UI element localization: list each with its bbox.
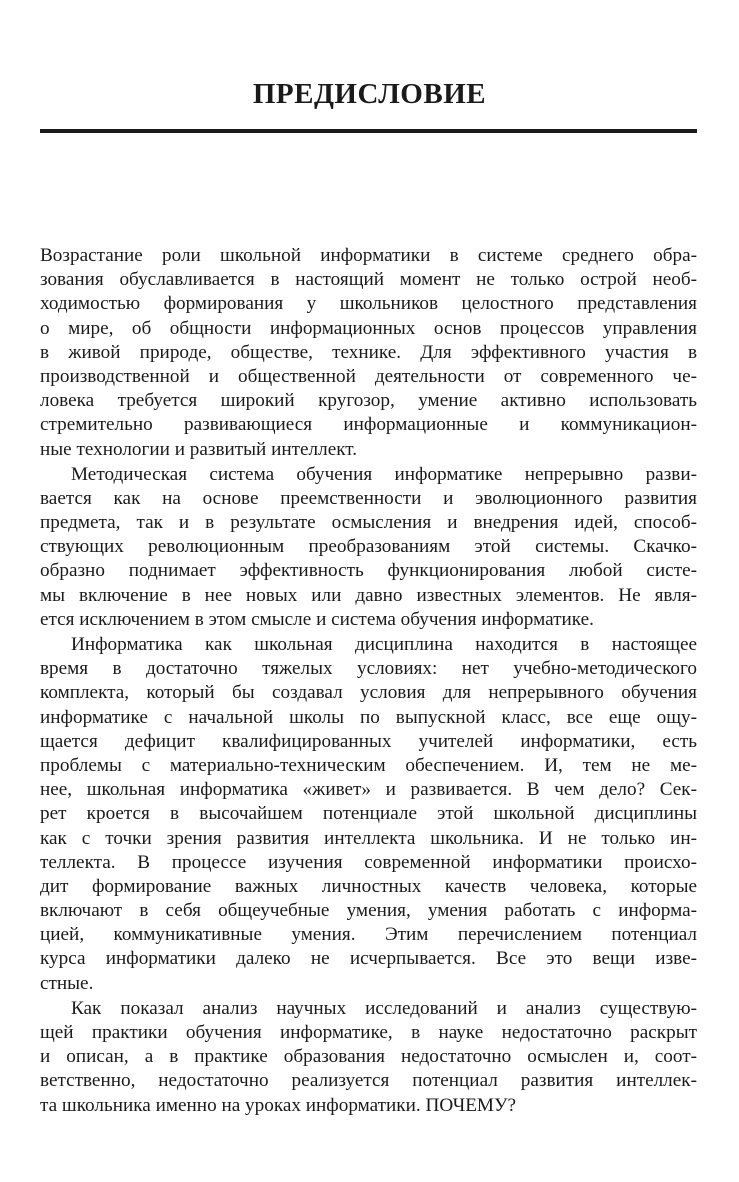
chapter-heading: ПРЕДИСЛОВИЕ <box>252 78 487 110</box>
text-line: щается дефицит квалифицированных учителей информатики, есть <box>40 730 697 752</box>
text-line: щей практики обучения информатике, в науке недостаточно раскрыт <box>40 1022 697 1043</box>
text-line: та школьника именно на уроках информатики. ПОЧЕМУ? <box>40 1094 517 1116</box>
text-line: ется исключением в этом смысле и система обучения информатике. <box>40 608 594 630</box>
text-line: в живой природе, обществе, технике. Для эффективного участия в <box>40 341 697 363</box>
text-line: производственной и общественной деятельности от современного че- <box>40 365 697 387</box>
text-line: о мире, об общности информационных основ процессов управления <box>40 317 697 339</box>
text-line: информатике с начальной школы по выпускной класс, все еще ощу- <box>40 706 697 728</box>
text-line: Возрастание роли школьной информатики в системе среднего обра- <box>40 245 697 266</box>
text-line: ловека требуется широкий кругозор, умение активно использовать <box>40 390 697 412</box>
text-line: ные технологии и развитый интеллект. <box>40 438 358 460</box>
text-line: и описан, а в практике образования недостаточно осмыслен и, соот- <box>40 1046 697 1068</box>
text-line: Как показал анализ научных исследований и анализ существую- <box>71 997 697 1019</box>
paragraph-2 <box>40 463 697 632</box>
text-line: Информатика как школьная дисциплина находится в настоящее <box>71 634 697 655</box>
text-line: ветственно, недостаточно реализуется потенциал развития интеллек- <box>40 1070 697 1092</box>
text-line: ствующих революционным преобразованиям этой системы. Скачко- <box>40 536 697 558</box>
text-line: комплекта, который бы создавал условия для непрерывного обучения <box>40 682 697 704</box>
text-line: цией, коммуникативные умения. Этим перечислением потенциал <box>40 924 697 946</box>
text-line: вается как на основе преемственности и эволюционного развития <box>40 487 697 509</box>
text-line: теллекта. В процессе изучения современной информатики происхо- <box>40 851 697 873</box>
text-line: мы включение в нее новых или давно известных элементов. Не явля- <box>40 584 697 606</box>
text-line: включают в себя общеучебные умения, умения работать с информа- <box>40 900 697 922</box>
text-line: зования обуславливается в настоящий момент не только острой необ- <box>40 269 697 291</box>
text-line: как с точки зрения развития интеллекта школьника. И не только ин- <box>40 827 697 849</box>
text-line: дит формирование важных личностных качеств человека, которые <box>40 875 697 897</box>
text-line: ходимостью формирования у школьников целостного представления <box>40 293 697 315</box>
text-line: стные. <box>40 972 94 994</box>
paragraph-3 <box>40 633 697 996</box>
body-text <box>40 244 697 1119</box>
text-line: нее, школьная информатика «живет» и развивается. В чем дело? Сек- <box>40 779 697 801</box>
text-line: образно поднимает эффективность функционирования любой систе- <box>40 560 697 582</box>
text-line: стремительно развивающиеся информационные и коммуникацион- <box>40 414 697 436</box>
text-line: Методическая система обучения информатике непрерывно разви- <box>71 463 697 485</box>
paragraph-1 <box>40 244 697 462</box>
text-line: проблемы с материально-техническим обеспечением. И, тем не ме- <box>40 754 697 776</box>
text-line: курса информатики далеко не исчерпывается. Все это вещи изве- <box>40 948 697 970</box>
text-line: рет кроется в высочайшем потенциале этой школьной дисциплины <box>40 803 697 825</box>
text-line: время в достаточно тяжелых условиях: нет учебно-методического <box>40 658 697 680</box>
heading-rule <box>40 129 697 133</box>
paragraph-4 <box>40 997 697 1118</box>
text-line: предмета, так и в результате осмысления и внедрения идей, способ- <box>40 512 697 534</box>
